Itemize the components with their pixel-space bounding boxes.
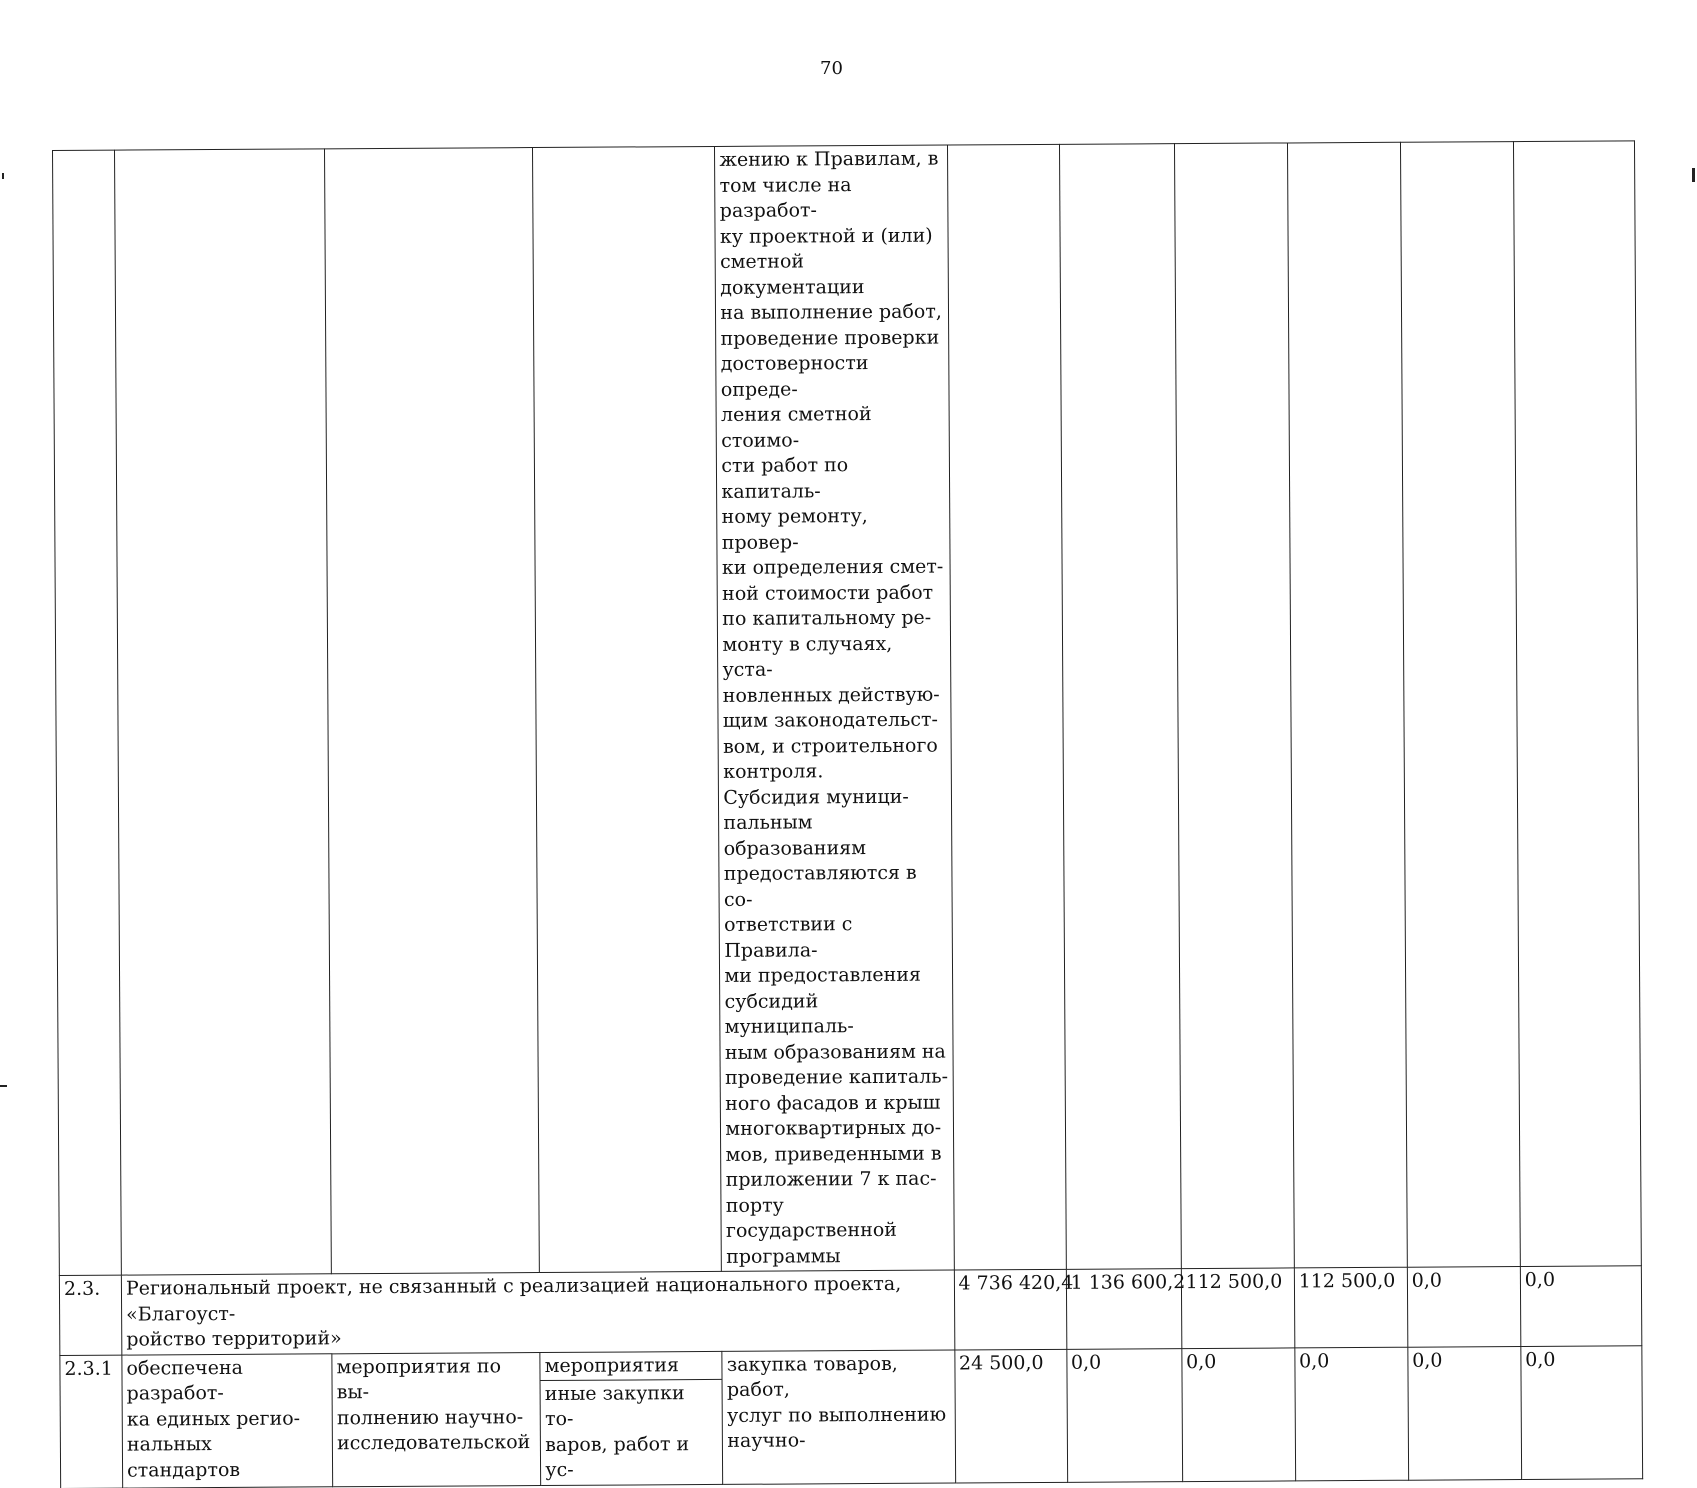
value-year-4: 0,0 (1408, 1346, 1522, 1480)
value-total: 4 736 420,4 (954, 1269, 1067, 1349)
cell-result-empty (115, 149, 332, 1275)
value-year-2: 112 500,0 (1181, 1268, 1295, 1348)
description-cell: закупка товаров, работ, услуг по выполнению научно- (722, 1350, 955, 1484)
row-number: 2.3.1 (60, 1355, 123, 1488)
row-2-3-1 (60, 1345, 1643, 1488)
scan-mark-right (1692, 168, 1695, 182)
cell-event-empty (325, 148, 540, 1274)
cell-type-empty (533, 146, 722, 1272)
event-cell: мероприятия по вы- полнению научно- исследовательской (332, 1352, 541, 1486)
value-year-1: 1 136 600,2 (1066, 1269, 1182, 1349)
value-year-5: 0,0 (1521, 1345, 1643, 1479)
page-number: 70 (820, 58, 843, 79)
value-year-2: 0,0 (1181, 1347, 1295, 1481)
row-2-3 (59, 1266, 1641, 1355)
description-text: жению к Правилам, в том числе на разработ- ку проектной и (или) сметной документации на выполнение работ, проведение проверки достоверности опреде- ления сметной стоимо- сти работ по капиталь- ному ремонту, провер- ки определения смет- ной стоимости работ по капитальному ре- монту в случаях, уста- новленных действую- щим законодательст- вом, и строительного контроля. Субсидия муници- пальным образованиям предоставляются в со- ответствии с Правила- ми предоставления субсидий муниципаль- ным образованиям на проведение капиталь- ного фасадов и крыш многоквартирных до- мов, приведенными в приложении 7 к пас- порту государственной программы (719, 147, 949, 1268)
value-year-5: 0,0 (1520, 1266, 1642, 1346)
type-cell (540, 1351, 723, 1485)
cell-value-empty (1287, 142, 1407, 1268)
cell-value-empty (1513, 141, 1641, 1267)
cell-value-empty (947, 144, 1066, 1270)
cell-value-empty (1400, 142, 1520, 1268)
continuation-row (53, 141, 1642, 1276)
scan-mark-left (2, 173, 4, 179)
cell-value-empty (1174, 143, 1294, 1269)
value-year-1: 0,0 (1066, 1348, 1182, 1482)
result-cell: обеспечена разработ- ка единых регио- нальных стандартов (122, 1353, 333, 1487)
cell-value-empty (1059, 144, 1181, 1270)
type-top: мероприятия (541, 1351, 722, 1380)
budget-table (52, 140, 1643, 1488)
value-total: 24 500,0 (954, 1349, 1067, 1483)
value-year-4: 0,0 (1407, 1267, 1521, 1347)
row-number: 2.3. (59, 1275, 122, 1355)
value-year-3: 112 500,0 (1294, 1267, 1408, 1347)
cell-description (715, 145, 954, 1271)
type-bottom: иные закупки то- варов, работ и ус- (544, 1381, 690, 1482)
regional-project-title: Региональный проект, не связанный с реализацией национального проекта, «Благоуст- ройство территорий» (121, 1270, 954, 1355)
scan-mark-left-lower (0, 1085, 7, 1087)
value-year-3: 0,0 (1295, 1347, 1409, 1481)
cell-number-empty (53, 150, 122, 1275)
